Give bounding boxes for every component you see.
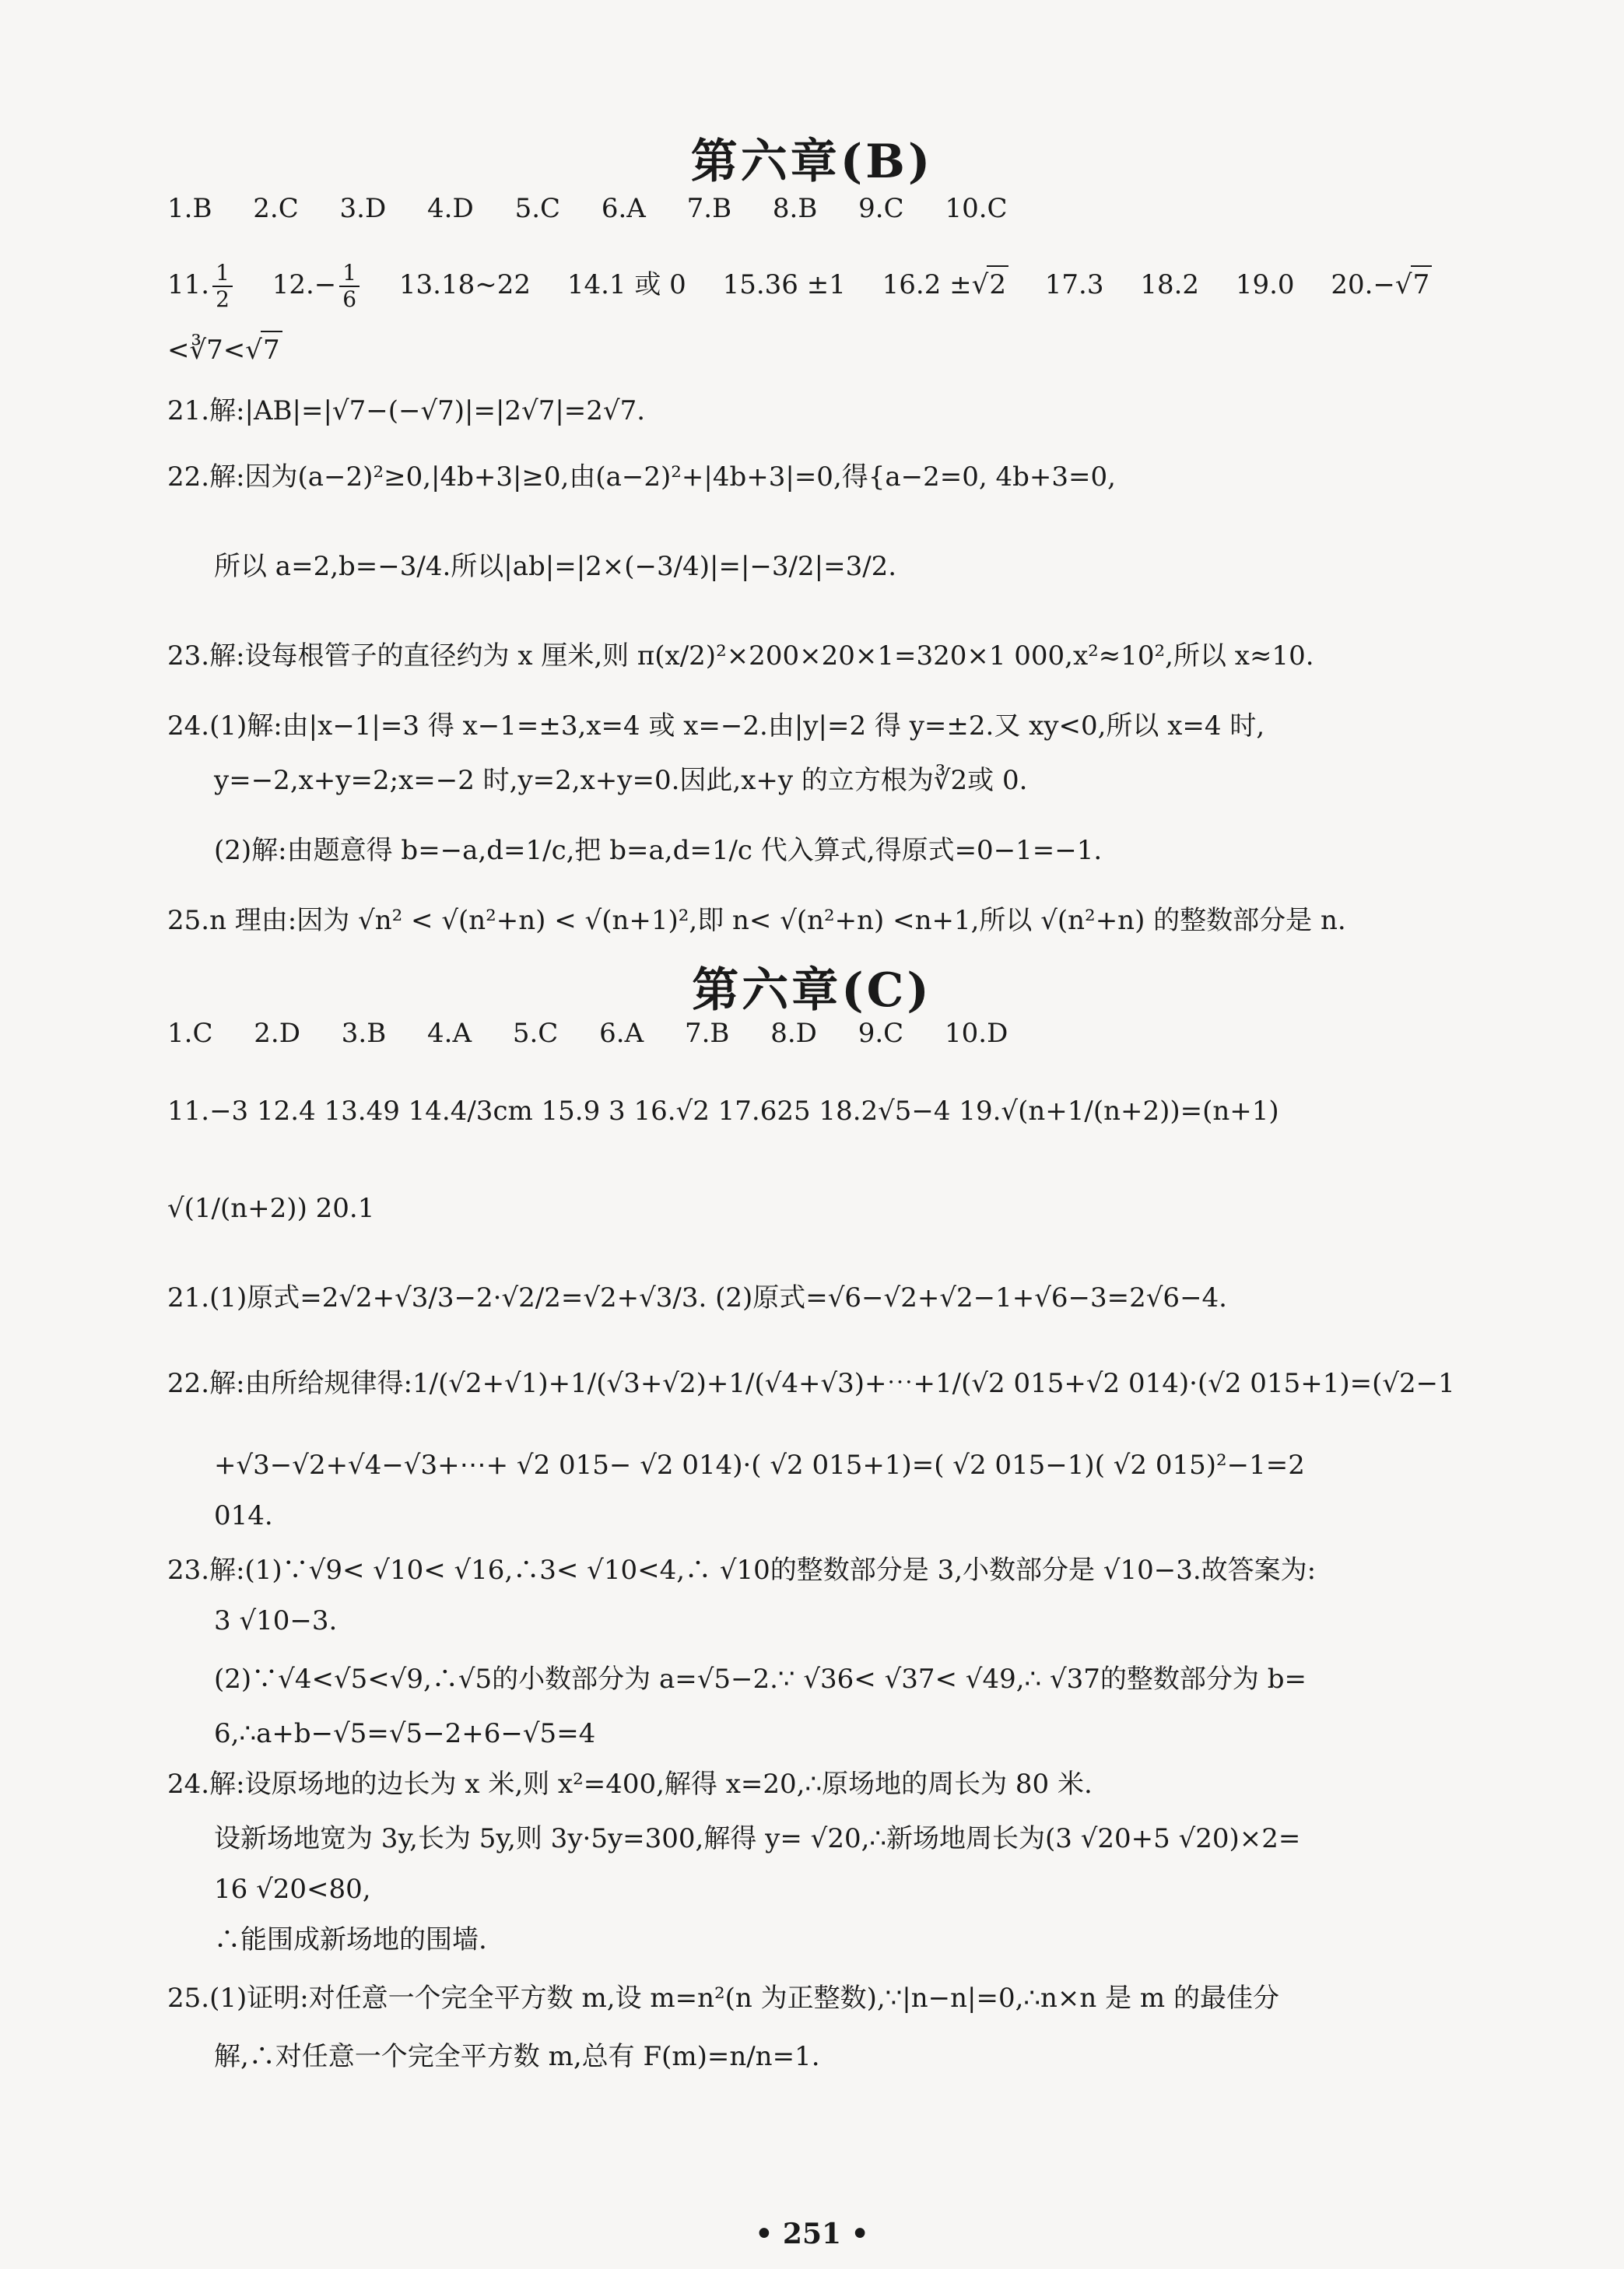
q12-label: 12.− (272, 269, 337, 300)
q16: 16.2 ±√2 (882, 269, 1008, 300)
mc-c-4: 4.A (427, 1018, 472, 1049)
mc-c-8: 8.D (770, 1018, 817, 1049)
q18: 18.2 (1140, 269, 1200, 300)
mc-b-7: 7.B (686, 193, 732, 224)
c-q22-line3: 014. (214, 1500, 273, 1531)
c-q22-line2: +√3−√2+√4−√3+⋯+ √2 015− √2 014)·( √2 015+1)=( √2 015−1)( √2 015)²−1=2 (214, 1450, 1305, 1481)
c-q23-line3: (2)∵√4<√5<√9,∴√5的小数部分为 a=√5−2.∵ √36< √37< √49,∴ √37的整数部分为 b= (214, 1664, 1307, 1695)
mc-c-10: 10.D (945, 1018, 1008, 1049)
mc-c-1: 1.C (167, 1018, 213, 1049)
mc-c-5: 5.C (512, 1018, 559, 1049)
c-q25-line2: 解,∴对任意一个完全平方数 m,总有 F(m)=n/n=1. (214, 2041, 820, 2072)
b-q22-line2: 所以 a=2,b=−3/4.所以|ab|=|2×(−3/4)|=|−3/2|=3/2. (214, 551, 897, 582)
section-title-c: 第六章(C) (692, 963, 932, 1018)
b-q21: 21.解:|AB|=|√7−(−√7)|=|2√7|=2√7. (167, 395, 646, 426)
mc-c-6: 6.A (599, 1018, 644, 1049)
c-q22-line1: 22.解:由所给规律得:1/(√2+√1)+1/(√3+√2)+1/(√4+√3)+⋯+1/(√2 015+√2 014)·(√2 015+1)=(√2−1 (167, 1368, 1455, 1399)
b-q23: 23.解:设每根管子的直径约为 x 厘米,则 π(x/2)²×200×20×1=320×1 000,x²≈10²,所以 x≈10. (167, 640, 1314, 672)
mc-b-5: 5.C (514, 193, 561, 224)
mc-b-10: 10.C (945, 193, 1008, 224)
mc-c-9: 9.C (858, 1018, 904, 1049)
q11-label: 11. (167, 269, 210, 300)
q17: 17.3 (1044, 269, 1104, 300)
c-q23-line4: 6,∴a+b−√5=√5−2+6−√5=4 (214, 1718, 596, 1749)
q15: 15.36 ±1 (722, 269, 846, 300)
q20-start: 20.−√7 (1331, 269, 1432, 300)
mc-b-4: 4.D (427, 193, 474, 224)
fraction-half: $\frac{1}{2}$ (212, 261, 233, 312)
c-q23-line2: 3 √10−3. (214, 1605, 338, 1636)
b-q24-line3: (2)解:由题意得 b=−a,d=1/c,把 b=a,d=1/c 代入算式,得原式=0−1=−1. (214, 835, 1103, 866)
mc-c-3: 3.B (341, 1018, 387, 1049)
mc-b-6: 6.A (601, 193, 646, 224)
c-q24-line3: 16 √20<80, (214, 1874, 371, 1905)
c-q11-19: 11.−3 12.4 13.49 14.4/3cm 15.9 3 16.√2 17.625 18.2√5−4 19.√(n+1/(n+2))=(n+1) (167, 1096, 1279, 1127)
mc-b-8: 8.B (772, 193, 818, 224)
q14: 14.1 或 0 (566, 269, 686, 300)
b-q24-line1: 24.(1)解:由|x−1|=3 得 x−1=±3,x=4 或 x=−2.由|y|=2 得 y=±2.又 xy<0,所以 x=4 时, (167, 710, 1265, 742)
q13: 13.18∼22 (398, 269, 531, 300)
mc-c-2: 2.D (254, 1018, 300, 1049)
c-q24-line2: 设新场地宽为 3y,长为 5y,则 3y·5y=300,解得 y= √20,∴新场地周长为(3 √20+5 √20)×2= (214, 1823, 1301, 1854)
c-q19-20: √(1/(n+2)) 20.1 (167, 1193, 375, 1224)
section-title-b: 第六章(B) (690, 135, 934, 189)
c-q21: 21.(1)原式=2√2+√3/3−2·√2/2=√2+√3/3. (2)原式=√6−√2+√2−1+√6−3=2√6−4. (167, 1282, 1227, 1313)
fraction-sixth: $\frac{1}{6}$ (339, 261, 360, 312)
c-q24-line4: ∴能围成新场地的围墙. (214, 1924, 487, 1955)
q19: 19.0 (1235, 269, 1295, 300)
mc-b-1: 1.B (167, 193, 212, 224)
b-q24-line2: y=−2,x+y=2;x=−2 时,y=2,x+y=0.因此,x+y 的立方根为∛2或 0. (214, 765, 1028, 796)
mc-b-2: 2.C (253, 193, 299, 224)
fill-answers-b (167, 261, 1432, 312)
b-q25: 25.n 理由:因为 √n² < √(n²+n) < √(n+1)²,即 n< √(n²+n) <n+1,所以 √(n²+n) 的整数部分是 n. (167, 905, 1346, 936)
page-number: • 251 • (755, 2218, 869, 2250)
q20-continued: <∛7<√7 (167, 331, 282, 368)
b-q22-line1: 22.解:因为(a−2)²≥0,|4b+3|≥0,由(a−2)²+|4b+3|=0,得{a−2=0, 4b+3=0, (167, 461, 1116, 493)
mc-b-9: 9.C (858, 193, 904, 224)
mc-b-3: 3.D (339, 193, 387, 224)
mc-answers-c (167, 1015, 1040, 1051)
c-q23-line1: 23.解:(1)∵√9< √10< √16,∴3< √10<4,∴ √10的整数部分是 3,小数部分是 √10−3.故答案为: (167, 1555, 1317, 1586)
mc-c-7: 7.B (684, 1018, 730, 1049)
c-q24-line1: 24.解:设原场地的边长为 x 米,则 x²=400,解得 x=20,∴原场地的周长为 80 米. (167, 1769, 1093, 1800)
c-q25-line1: 25.(1)证明:对任意一个完全平方数 m,设 m=n²(n 为正整数),∵|n−n|=0,∴n×n 是 m 的最佳分 (167, 1983, 1279, 2014)
mc-answers-b (167, 191, 1040, 226)
